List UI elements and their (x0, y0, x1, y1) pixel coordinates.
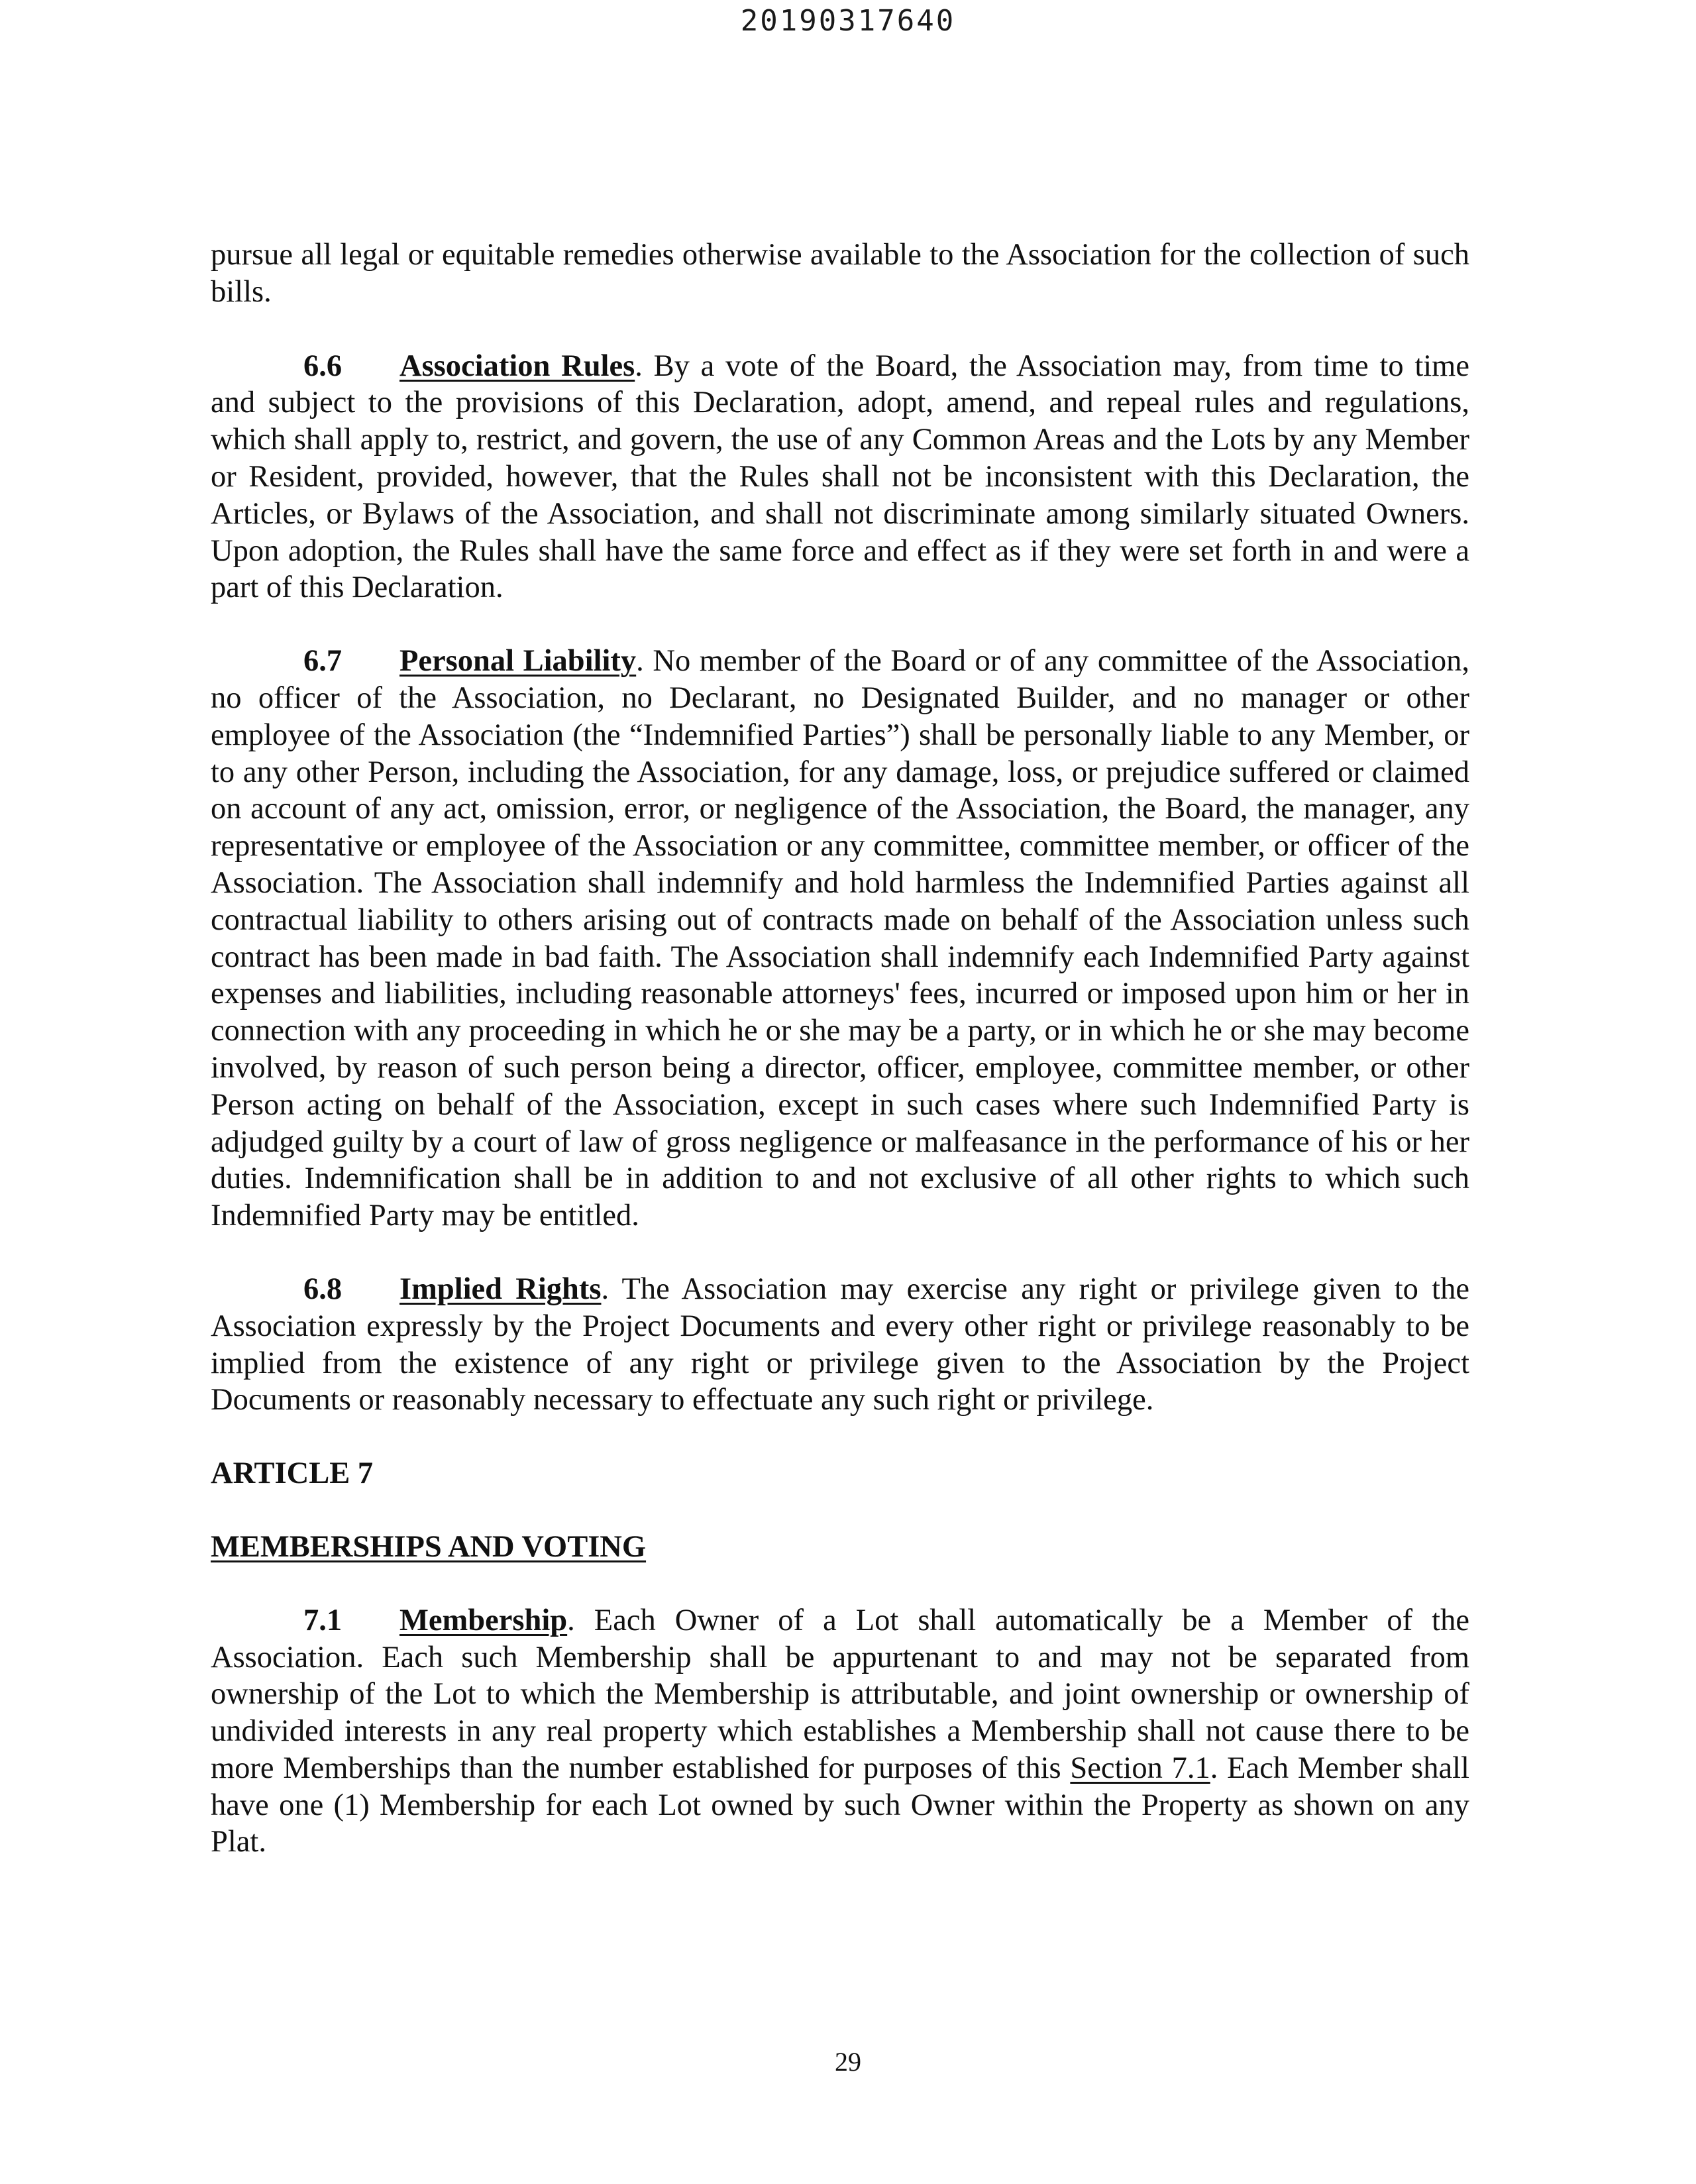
section-6-6-paragraph (211, 348, 1469, 607)
section-body: . Each Owner of a Lot shall automatically be a Member of the Association. Each such Membership shall be appurtenant to and may not be separated from ownership of the Lot to which the Membership is attributable, and joint ownership or ownership of undivided interests in any real property which establishes a Membership shall not cause there to be more Memberships than the number established for purposes of this (211, 1603, 1469, 1785)
section-title: Personal Liability (399, 644, 637, 679)
section-title: Implied Rights (399, 1272, 602, 1306)
section-body: . By a vote of the Board, the Association may, from time to time and subject to the provisions of this Declaration, adopt, amend, and repeal rules and regulations, which shall apply to, restrict, and govern, the use of any Common Areas and the Lots by any Member or Resident, provided, however, that the Rules shall not be inconsistent with this Declaration, the Articles, or Bylaws of the Association, and shall not discriminate among similarly situated Owners. Upon adoption, the Rules shall have the same force and effect as if they were set forth in and were a part of this Declaration. (211, 349, 1469, 605)
section-6-7-paragraph (211, 643, 1469, 1234)
section-6-8-paragraph (211, 1271, 1469, 1419)
section-body: . The Association may exercise any right or privilege given to the Association expressly by the Project Documents and every other right or privilege reasonably to be implied from the existence of any right or privilege given to the Association by the Project Documents or reasonably necessary to effectuate any such right or privilege. (211, 1272, 1469, 1417)
document-number-header: 20190317640 (740, 4, 956, 38)
continuation-paragraph: pursue all legal or equitable remedies otherwise available to the Association for the collection of such bills. (211, 238, 1469, 309)
section-number: 6.6 (303, 349, 343, 383)
document-body (211, 237, 1469, 1897)
section-7-1-paragraph (211, 1602, 1469, 1861)
section-number: 7.1 (303, 1603, 343, 1637)
section-title: Membership (399, 1603, 568, 1637)
article-number-heading: ARTICLE 7 (211, 1456, 374, 1491)
section-body-end: . Each Member shall have one (1) Membership for each Lot owned by such Owner within the Property as shown on any Plat. (211, 1751, 1469, 1859)
section-number: 6.8 (303, 1272, 343, 1306)
article-title-heading: MEMBERSHIPS AND VOTING (211, 1529, 647, 1564)
section-title: Association Rules (399, 349, 635, 383)
section-body: . No member of the Board or of any committee of the Association, no officer of the Association, no Declarant, no Designated Builder, and no manager or other employee of the Association (the “Indemnified Parties”) shall be personally liable to any Member, or to any other Person, including the Association, for any damage, loss, or prejudice suffered or claimed on account of any act, omission, error, or negligence of the Association, the Board, the manager, any representative or employee of the Association or any committee, committee member, or officer of the Association. The Association shall indemnify and hold harmless the Indemnified Parties against all contractual liability to others arising out of contracts made on behalf of the Association unless such contract has been made in bad faith. The Association shall indemnify each Indemnified Party against expenses and liabilities, including reasonable attorneys' fees, incurred or imposed upon him or her in connection with any proceeding in which he or she may be a party, or in which he or she may become involved, by reason of such person being a director, officer, employee, committee member, or other Person acting on behalf of the Association, except in such cases where such Indemnified Party is adjudged guilty by a court of law of gross negligence or malfeasance in the performance of his or her duties. Indemnification shall be in addition to and not exclusive of all other rights to which such Indemnified Party may be entitled. (211, 644, 1469, 1233)
page-number: 29 (835, 2047, 861, 2077)
section-number: 6.7 (303, 644, 343, 679)
section-cross-reference: Section 7.1 (1070, 1751, 1210, 1785)
